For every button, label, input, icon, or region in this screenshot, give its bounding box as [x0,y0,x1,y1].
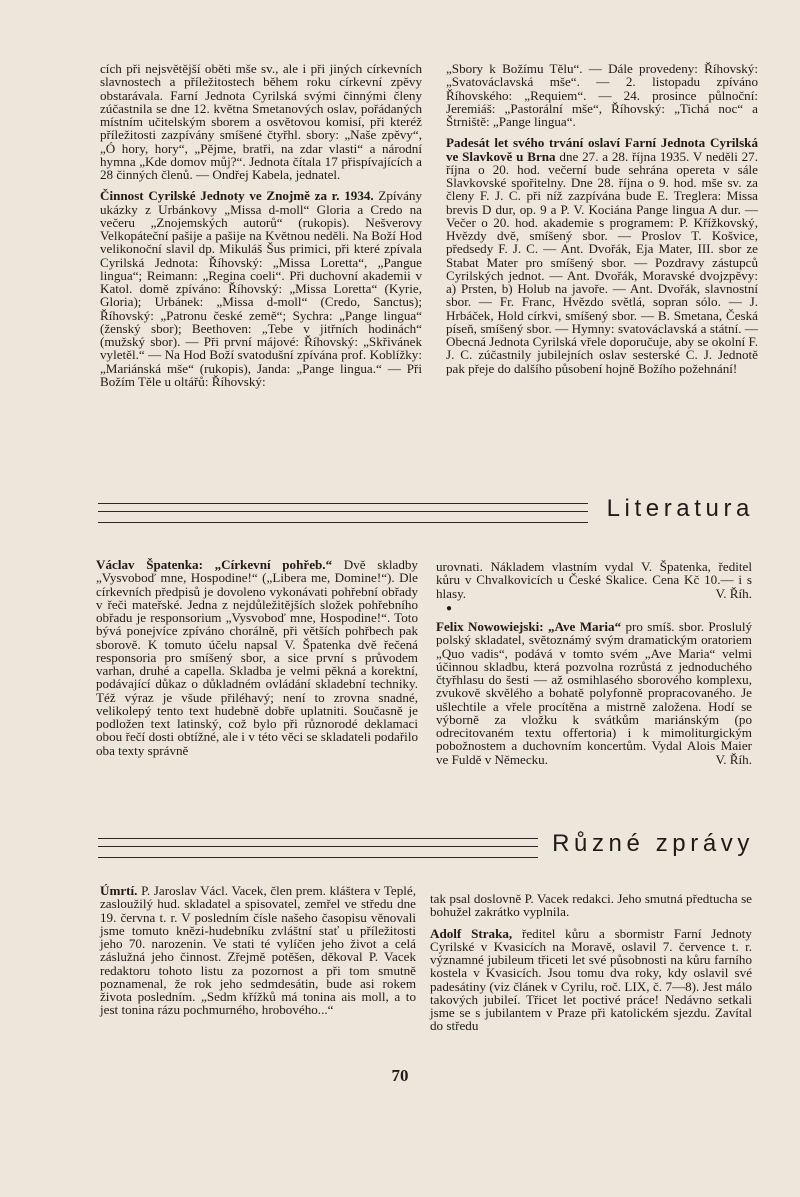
review-nowowiejski [436,620,752,766]
signature-rih-1: V. Říh. [715,585,752,601]
column-top-right [446,62,758,375]
section-header-literatura [98,497,754,523]
column-zpravy-left [100,884,416,1017]
heading-znojmo: Činnost Cyrilské Jednoty ve Znojmě za r. 1934. [100,188,374,204]
news-umrti [100,884,416,1017]
column-top-left [100,62,422,388]
section-rule-lines [98,838,538,858]
section-title-zpravy: Různé zprávy [552,830,754,857]
heading-nowowiejski: Felix Nowowiejski: „Ave Maria“ [436,619,622,634]
news-straka [430,927,752,1033]
signature-rih-2: V. Říh. [715,751,752,767]
text-nowowiejski: pro smíš. sbor. Proslulý polský skladatel, světoznámý svým dramatickým oratoriem „Quo vadis“, podává v tomto svém „Ave Maria“ velmi účinnou skladbu, která pozvolna rozrůstá z jednoduchého čtyřhlasu do šesti — až osmihlasého sborového komplexu, zvukově skvělého a bohatě polyfonně propracovaného. Je ušlechtile a vřele procítěna a mistrně založena. Hodí se výborně za vložku k svátkům mariánským (po odrecitovaném textu offertoria) i k mimoliturgickým pobožnostem a duchovním koncertům. Vydal Alois Maier ve Fuldě v Německu. [436,619,752,767]
column-literatura-right [436,560,752,766]
text-spatenka: Dvě skladby „Vysvoboď mne, Hospodine!“ („Libera me, Domine!“). Dle církevních předpisů je dovoleno vykonávati pohřební obřady v řeči mateřské. Jedna z nejdůležitějších složek pohřebního obřadu je responsorium „Vysvoboď mne, Hospodine!“. Toto bývá ponejvíce zpíváno chorálně, při větších pohřbech pak sborově. K tomuto účelu napsal V. Špatenka dvě řečená responsoria pro smíšený sbor, a sice první s průvodem varhan, druhé a capella. Skladba je velmi pěkná a korektní, podávající důkaz o důkladném ovládání skladební techniky. Též výraz je všude přiléhavý; není to zrovna snadné, velikolepý tento text hudebně dobře uplatniti. Současně je podložen text latinský, což bylo při různorodé deklamaci obou řečí dosti obtížné, ale i v této věci se skladateli podařilo oba texty správně [96,557,418,758]
heading-spatenka: Václav Špatenka: „Církevní pohřeb.“ [96,557,333,572]
paragraph-slavkov [446,136,758,375]
column-zpravy-right [430,892,752,1033]
section-header-zpravy [98,832,754,858]
page-number: 70 [391,1066,409,1085]
paragraph-sbory: „Sbory k Božímu Tělu“. — Dále provedeny: Říhovský: „Svatováclavská mše“. — 2. listopadu zpíváno Říhovského: „Requiem“. — 24. prosince půlnoční: Jeremiáš: „Pastorální mše“, Říhovský: „Tichá noc“ a Štrniště: „Pange lingua“. [446,61,758,129]
text-straka: ředitel kůru a sbormistr Farní Jednoty Cyrilské v Kvasicích na Moravě, oslavil 7. července t. r. významné jubileum třiceti let své působnosti na kůru farního kostela v Kvasicích. Jsou tomu dva roky, kdy oslavil své padesátiny (viz článek v Cyrilu, roč. LIX, č. 7—8). Jest málo takových jubileí. Třicet let poctivé práce! Nedávno setkali jsme se s jubilantem v Praze při katolickém sjezdu. Zavítal do středu [430,925,752,1034]
heading-straka: Adolf Straka, [430,925,513,941]
column-literatura-left [96,558,418,757]
text-slavkov: dne 27. a 28. října 1935. V neděli 27. října o 20. hod. večerní bude sehrána opereta v sále Slavkovské spořitelny. Dne 28. října o 9. hod. mše sv. za členy F. J. C. při níž zazpívána bude E. Treglera: Missa brevis D dur, op. 9 a P. V. Kociána Pange lingua A dur. — Večer o 20. hod. akademie s programem: P. Křížkovský, Hvězdy dvě, smíšený sbor. — Proslov T. Košvice, předsedy F. J. C. — Ant. Dvořák, Eja Mater, III. sbor ze Stabat Mater pro smíšený sbor. — Pozdravy zástupců Cyrilských jednot. — Ant. Dvořák, Moravské dvojzpěvy: a) Prsten, b) Holub na javoře. — Ant. Dvořák, slavnostní sbor. — Fr. Franc, Hvězdo světlá, sopran sólo. — J. Hrbáček, Hold církvi, smíšený sbor. — B. Smetana, Česká píseň, smíšený sbor. — Hymny: svatováclavská a státní. — Obecná Jednota Cyrilská vřele doporučuje, aby se okolní F. J. C. zúčastnily jubilejních oslav sesterské C. J. Jednotě pak přeje do dalšího působení hojně Božího požehnání! [446,148,758,376]
paragraph-znojmo [100,189,422,388]
paragraph-farni-jednota: cích při nejsvětější oběti mše sv., ale i při jiných církevních slavnostech a příležitostech během roku církevní zpěvy obstarávala. Farní Jednota Cyrilská svými činnými členy zúčastnila se dne 12. května Smetanových oslav, pořádaných místním učitelským sborem a osvětovou komisí, při kteréž příležitosti zazpívány smíšené čtyřhl. sbory: „Naše zpěvy“, „Ó hory, hory“, „Pějme, bratři, na zdar vlasti“ a národní hymna „Kde domov můj?“. Jednota čítala 17 přispívajících a 28 činných členů. — Ondřej Kabela, jednatel. [100,61,422,182]
text-znojmo: Zpívány ukázky z Urbánkovy „Missa d-moll“ Gloria a Credo na večeru „Znojemských autorů“ (rukopis). Nešverovy Velkopáteční pašije a pašije na Květnou neděli. Na Boží Hod velikonoční slavil dp. Mikuláš Šus primici, při které zpívala Cyrilská Jednota: Říhovský: „Missa Loretta“, „Pangue lingua“; Reimann: „Regina coeli“. Při duchovní akademii v Katol. domě zpíváno: Říhovský: „Missa Loretta“ (Kyrie, Gloria); Urbánek: „Missa d-moll“ (Credo, Sanctus); Říhovský: „Patronu české země“; Sychra: „Pange lingua“ (ženský sbor); Beethoven: „Tebe v jitřních hodinách“ (mužský sbor). — Při první májové: Říhovský: „Skřivánek vyletěl.“ — Na Hod Boží svatodušní zpívána prof. Koblížky: „Mariánská mše“ (rukopis), Janda: „Pange lingua.“ — Při Božím Těle u oltářů: Říhovský: [100,188,422,389]
text-umrti: P. Jaroslav Václ. Vacek, člen prem. kláštera v Teplé, zasloužilý hud. skladatel a spisovatel, zemřel ve středu dne 19. června t. r. V posledním čísle našeho časopisu věnovali jsme tomuto knězi-hudebníku zvláštní stať u příležitosti jeho 70. narozenin. Ve stati té vylíčen jeho život a celá záslužná jeho činnost. Zřejmě potěšen, děkoval P. Vacek redaktoru tohoto listu za pozornost a při tom smutně poznamenal, že rok jeho sedmdesátin, bude asi rokem života posledním. „Sedm křížků má tonina ais moll, a to jest tonina rázu pochmurného, hrobového...“ [100,883,416,1018]
heading-slavkov: Padesát let svého trvání oslaví Farní Jednota Cyrilská ve Slavkově u Brna [446,135,758,164]
section-rule-lines [98,503,588,523]
news-vacek-cont: tak psal doslovně P. Vacek redakci. Jeho smutná předtucha se bohužel zakrátko vyplnila. [430,891,752,920]
review-spatenka-cont: urovnati. Nákladem vlastním vydal V. Špatenka, ředitel kůru v Chvalkovicích u České Skalice. Cena Kč 10.— i s hlasy. [436,559,752,601]
ornament-dot: ● [446,603,453,614]
heading-umrti: Úmrtí. [100,883,138,898]
review-spatenka [96,558,418,757]
section-title-literatura: Literatura [606,495,754,522]
